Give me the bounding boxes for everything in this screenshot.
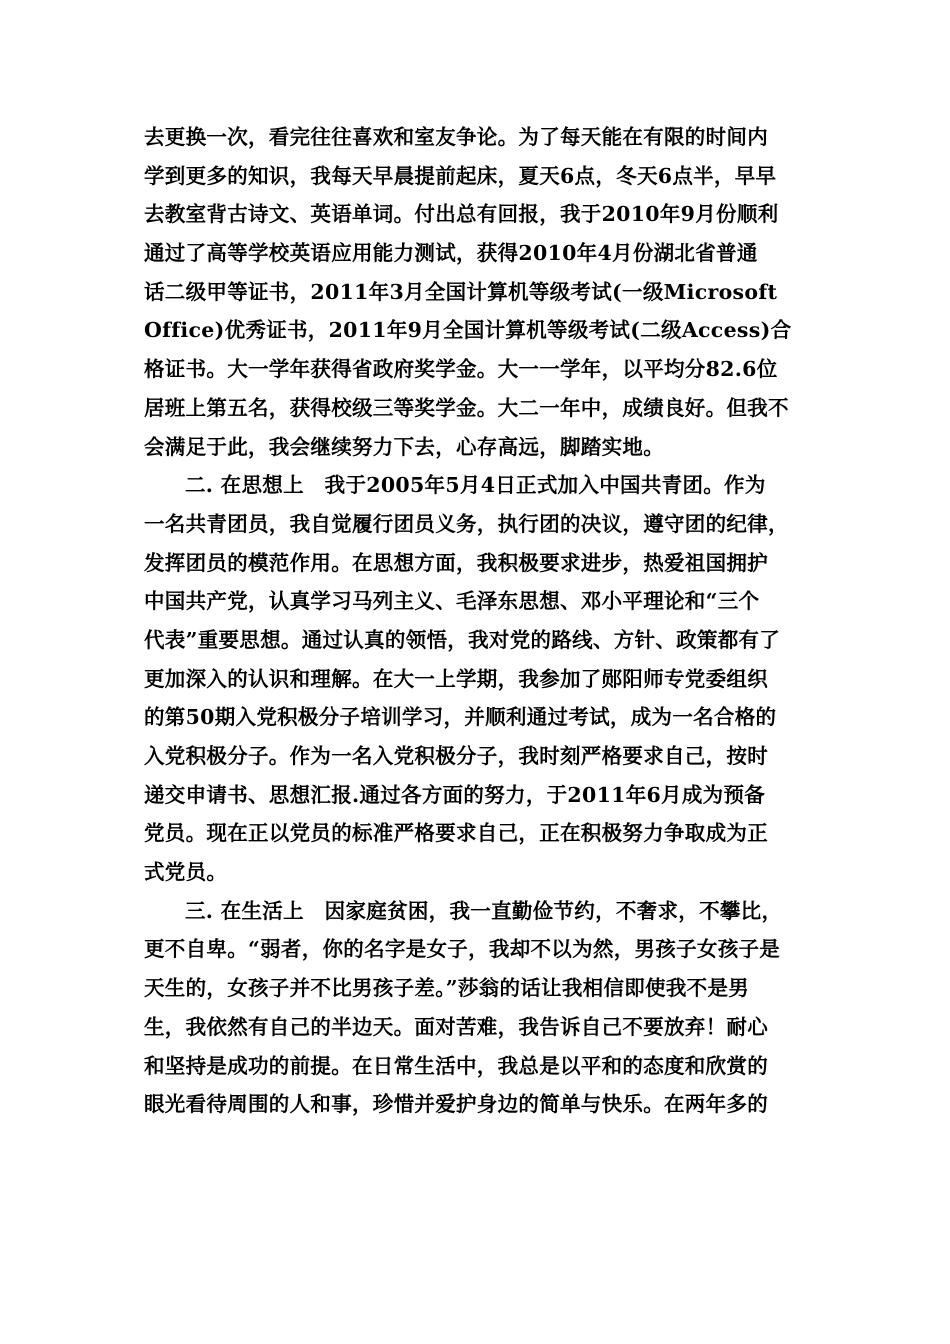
text-line: 递交申请书、思想汇报.通过各方面的努力，于2011年6月成为预备 — [144, 782, 766, 807]
text-line: 和坚持是成功的前提。在日常生活中，我总是以平和的态度和欣赏的 — [144, 1053, 768, 1078]
text-line: 代表”重要思想。通过认真的领悟，我对党的路线、方针、政策都有了 — [144, 627, 781, 652]
text-line: 话二级甲等证书，2011年3月全国计算机等级考试(一级Microsoft — [144, 279, 778, 304]
text-line: 居班上第五名，获得校级三等奖学金。大二一年中，成绩良好。但我不 — [144, 395, 789, 420]
text-line: 式党员。 — [144, 860, 228, 885]
text-line: 发挥团员的模范作用。在思想方面，我积极要求进步，热爱祖国拥护 — [144, 550, 768, 575]
section-heading-line: 三. 在生活上 因家庭贫困，我一直勤俭节约，不奢求，不攀比， — [185, 898, 783, 923]
document-body — [144, 118, 812, 1124]
text-line: 党员。现在正以党员的标准严格要求自己，正在积极努力争取成为正 — [144, 821, 768, 846]
text-line: 更加深入的认识和理解。在大一上学期，我参加了郧阳师专党委组织 — [144, 666, 768, 691]
text-line: 更不自卑。“弱者，你的名字是女子，我却不以为然，男孩子女孩子是 — [144, 937, 781, 962]
section-heading-line: 二. 在思想上 我于2005年5月4日正式加入中国共青团。作为 — [185, 473, 766, 498]
text-line: 通过了高等学校英语应用能力测试，获得2010年4月份湖北省普通 — [144, 241, 758, 266]
text-line: 天生的，女孩子并不比男孩子差。”莎翁的话让我相信即使我不是男 — [144, 976, 750, 1001]
text-line: 格证书。大一学年获得省政府奖学金。大一一学年，以平均分82.6位 — [144, 357, 778, 382]
text-line: 去教室背古诗文、英语单词。付出总有回报，我于2010年9月份顺利 — [144, 202, 779, 227]
text-line: Office)优秀证书，2011年9月全国计算机等级考试(二级Access)合 — [144, 318, 792, 343]
text-line: 一名共青团员，我自觉履行团员义务，执行团的决议，遵守团的纪律， — [144, 511, 789, 536]
text-line: 中国共产党，认真学习马列主义、毛泽东思想、邓小平理论和“三个 — [144, 589, 760, 614]
text-line: 的第50期入党积极分子培训学习，并顺利通过考试，成为一名合格的 — [144, 705, 777, 730]
text-line: 眼光看待周围的人和事，珍惜并爱护身边的简单与快乐。在两年多的 — [144, 1092, 768, 1117]
text-line: 生，我依然有自己的半边天。面对苦难，我告诉自己不要放弃！耐心 — [144, 1014, 768, 1039]
text-line: 会满足于此，我会继续努力下去，心存高远，脚踏实地。 — [144, 434, 664, 459]
text-line: 去更换一次，看完往往喜欢和室友争论。为了每天能在有限的时间内 — [144, 125, 768, 149]
text-line: 入党积极分子。作为一名入党积极分子，我时刻严格要求自己，按时 — [144, 744, 768, 768]
text-line: 学到更多的知识，我每天早晨提前起床，夏天6点，冬天6点半，早早 — [144, 163, 777, 188]
